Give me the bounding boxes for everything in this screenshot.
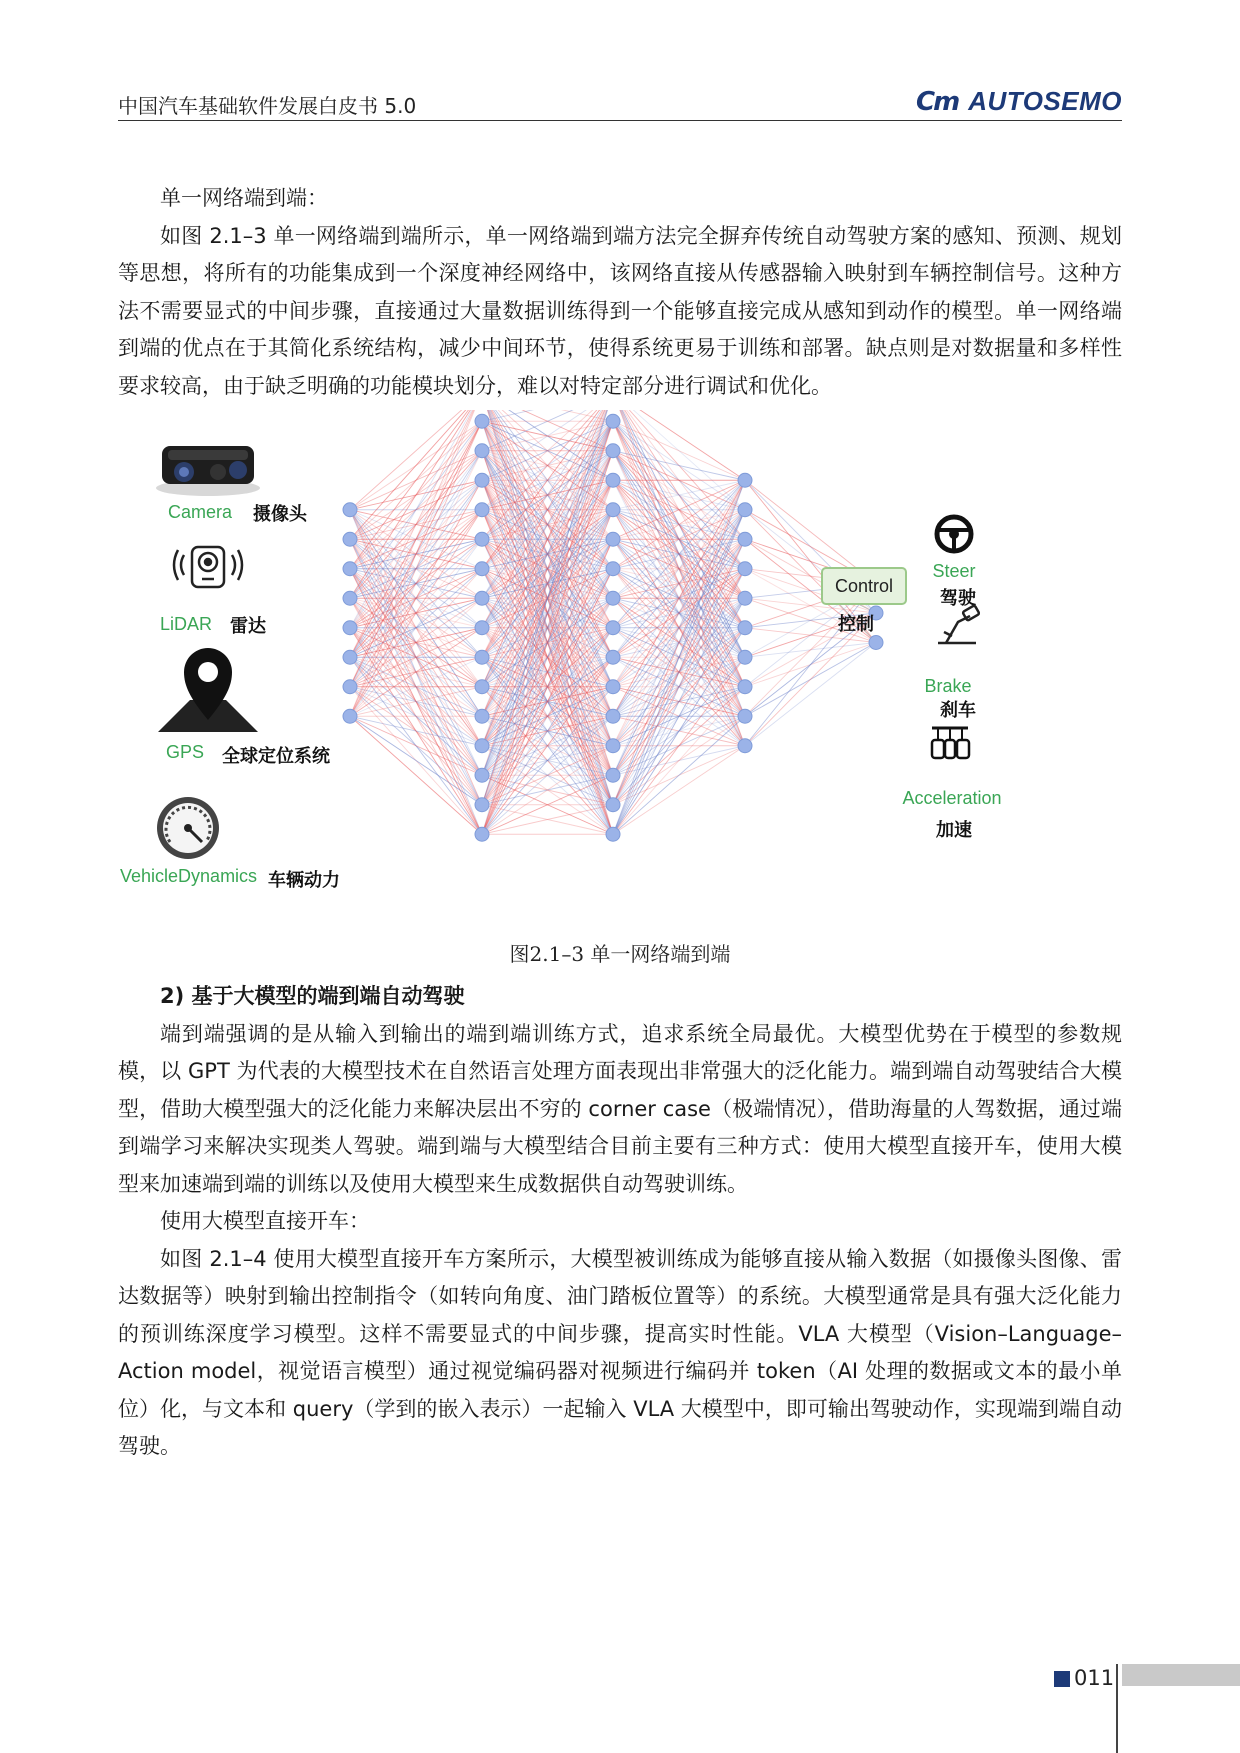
network-node-layer-3 <box>738 532 752 546</box>
speedometer-icon <box>157 797 219 859</box>
network-node-layer-2 <box>606 650 620 664</box>
control-label-zh: 控制 <box>838 614 874 634</box>
pedals-icon <box>932 728 969 758</box>
network-node-layer-1 <box>475 798 489 812</box>
steer-label-en: Steer <box>932 561 976 581</box>
camera-icon <box>156 446 260 496</box>
network-node-layer-3 <box>738 650 752 664</box>
network-node-layer-3 <box>738 503 752 517</box>
logo-text: AUTOSEMO <box>968 86 1122 116</box>
brake-label-zh: 刹车 <box>940 700 976 720</box>
network-node-layer-2 <box>606 562 620 576</box>
brake-label-en: Brake <box>924 676 972 696</box>
network-node-layer-1 <box>475 680 489 694</box>
network-node-layer-1 <box>475 827 489 841</box>
network-node-layer-2 <box>606 414 620 428</box>
network-node-layer-0 <box>343 532 357 546</box>
acceleration-label-en: Acceleration <box>902 788 1002 808</box>
footer-marker <box>1054 1671 1070 1687</box>
page-header <box>118 88 1122 121</box>
header-title: 中国汽车基础软件发展白皮书 5.0 <box>118 94 417 118</box>
neural-network-figure <box>118 410 1122 910</box>
network-node-layer-1 <box>475 444 489 458</box>
network-node-layer-1 <box>475 473 489 487</box>
network-node-layer-1 <box>475 562 489 576</box>
network-edge <box>613 421 745 480</box>
network-edge <box>482 410 613 421</box>
network-edge <box>745 584 876 746</box>
lidar-label-en: LiDAR <box>160 614 213 634</box>
network-node-layer-2 <box>606 621 620 635</box>
network-node-layer-2 <box>606 680 620 694</box>
network-edge <box>350 716 482 834</box>
footer-divider <box>1116 1664 1118 1753</box>
gps-label-en: GPS <box>166 742 205 762</box>
network-node-layer-2 <box>606 532 620 546</box>
network-node-layer-2 <box>606 473 620 487</box>
network-node-layer-2 <box>606 444 620 458</box>
network-edge <box>745 643 876 746</box>
network-node-layer-1 <box>475 414 489 428</box>
network-node-layer-0 <box>343 650 357 664</box>
network-node-layer-3 <box>738 739 752 753</box>
network-node-layer-3 <box>738 680 752 694</box>
network-edge <box>350 716 482 775</box>
network-node-layer-2 <box>606 709 620 723</box>
lidar-icon <box>174 547 242 587</box>
network-node-layer-1 <box>475 621 489 635</box>
network-node-layer-1 <box>475 650 489 664</box>
brake-pedal-icon <box>938 605 980 643</box>
network-node-layer-0 <box>343 503 357 517</box>
network-node-layer-2 <box>606 768 620 782</box>
section2-heading: 2) 基于大模型的端到端自动驾驶 <box>160 984 465 1008</box>
logo-mark: Cm <box>916 86 959 117</box>
network-node-layer-1 <box>475 709 489 723</box>
network-node-layer-1 <box>475 591 489 605</box>
neural-network-diagram <box>118 410 1122 910</box>
network-edge <box>482 410 613 421</box>
camera-label-zh: 摄像头 <box>253 504 307 524</box>
section2-text <box>118 978 1122 1466</box>
network-node-layer-3 <box>738 621 752 635</box>
network-node-layer-0 <box>343 562 357 576</box>
network-node-layer-0 <box>343 680 357 694</box>
network-node-layer-3 <box>738 591 752 605</box>
camera-label-en: Camera <box>168 502 233 522</box>
steering-wheel-icon <box>937 517 971 551</box>
network-node-layer-1 <box>475 768 489 782</box>
section1-paragraph: 如图 2.1–3 单一网络端到端所示，单一网络端到端方法完全摒弃传统自动驾驶方案的感知、预测、规划等思想，将所有的功能集成到一个深度神经网络中，该网络直接从传感器输入映射到车辆控制信号。这种方法不需要显式的中间步骤，直接通过大量数据训练得到一个能够直接完成从感知到动作的模型。单一网络端到端的优点在于其简化系统结构，减少中间环节，使得系统更易于训练和部署。缺点则是对数据量和多样性要求较高，由于缺乏明确的功能模块划分，难以对特定部分进行调试和优化。 <box>118 223 1122 398</box>
page-number: 011 <box>1074 1666 1115 1690</box>
section2-paragraph1: 端到端强调的是从输入到输出的端到端训练方式，追求系统全局最优。大模型优势在于模型的参数规模，以 GPT 为代表的大模型技术在自然语言处理方面表现出非常强大的泛化能力。端到端自动驾驶结合大模型，借助大模型强大的泛化能力来解决层出不穷的 corner case（极端情况），借助海量的人驾数据，通过端到端学习来解决实现类人驾驶。端到端与大模型结合目前主要有三种方式：使用大模型直接开车，使用大模型来加速端到端的训练以及使用大模型来生成数据供自动驾驶训练。 <box>118 1021 1122 1196</box>
network-node-layer-4 <box>869 636 883 650</box>
vehicle-dynamics-label-en: VehicleDynamics <box>120 866 258 886</box>
lidar-label-zh: 雷达 <box>230 616 266 636</box>
network-node-layer-1 <box>475 532 489 546</box>
acceleration-label-zh: 加速 <box>936 820 972 840</box>
network-node-layer-3 <box>738 709 752 723</box>
figure-caption: 图2.1–3 单一网络端到端 <box>509 942 731 966</box>
control-label-en: Control <box>834 576 894 596</box>
network-edge <box>613 716 745 834</box>
autosemo-logo <box>916 86 1122 117</box>
network-node-layer-0 <box>343 709 357 723</box>
section2-subtitle: 使用大模型直接开车： <box>160 1209 370 1233</box>
gps-label-zh: 全球定位系统 <box>222 746 330 766</box>
vehicle-dynamics-label-zh: 车辆动力 <box>268 870 340 890</box>
steer-label-zh: 驾驶 <box>940 588 976 608</box>
network-node-layer-2 <box>606 798 620 812</box>
network-node-layer-2 <box>606 591 620 605</box>
network-edge <box>350 716 482 746</box>
footer-bar <box>1122 1664 1240 1686</box>
network-node-layer-0 <box>343 591 357 605</box>
section1-subtitle: 单一网络端到端： <box>160 186 328 210</box>
network-node-layer-3 <box>738 473 752 487</box>
network-node-layer-3 <box>738 562 752 576</box>
section2-paragraph2: 如图 2.1–4 使用大模型直接开车方案所示，大模型被训练成为能够直接从输入数据（如摄像头图像、雷达数据等）映射到输出控制指令（如转向角度、油门踏板位置等）的系统。大模型通常是具有强大泛化能力的预训练深度学习模型。这样不需要显式的中间步骤，提高实时性能。VLA 大模型（Vision–Language–Action model，视觉语言模型）通过视觉编码器对视频进行编码并 token（AI 处理的数据或文本的最小单位）化，与文本和 query（学到的嵌入表示）一起输入 VLA 大模型中，即可输出驾驶动作，实现端到端自动驾驶。 <box>118 1246 1122 1458</box>
section1-text <box>118 180 1122 405</box>
network-node-layer-0 <box>343 621 357 635</box>
network-node-layer-2 <box>606 827 620 841</box>
network-node-layer-1 <box>475 503 489 517</box>
network-node-layer-1 <box>475 739 489 753</box>
network-node-layer-2 <box>606 503 620 517</box>
network-node-layer-2 <box>606 739 620 753</box>
gps-pin-icon <box>158 648 258 732</box>
network-edge <box>350 410 482 539</box>
